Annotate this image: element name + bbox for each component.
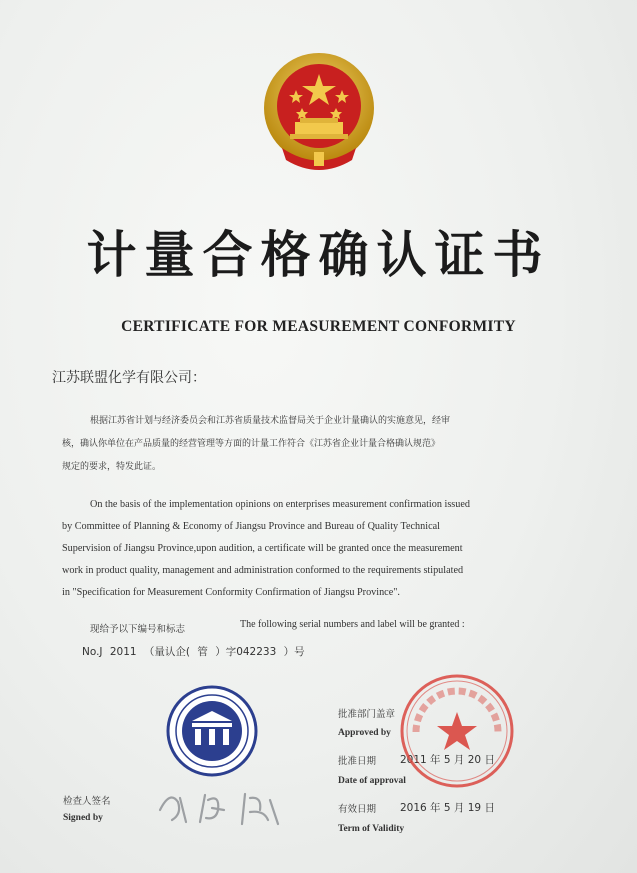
certificate-title-en: CERTIFICATE FOR MEASUREMENT CONFORMITY [121,318,516,335]
grant-text-en: The following serial numbers and label will be granted : [240,619,465,630]
approved-by-label-en: Approved by [338,728,391,738]
body-en-line: in "Specification for Measurement Conformity Confirmation of Jiangsu Province". [62,587,400,598]
body-en-line: by Committee of Planning & Economy of Jiangsu Province and Bureau of Quality Technical [62,521,440,532]
certificate-title-cn: 计量合格确认证书 [86,226,551,284]
approval-date-value: 2011 年 5 月 20 日 [400,754,495,766]
body-cn-line: 根据江苏省计划与经济委员会和江苏省质量技术监督局关于企业计量确认的实施意见，经审 [90,416,451,426]
validity-label-cn: 有效日期 [338,804,377,815]
body-text-cn [62,410,582,479]
validity-value: 2016 年 5 月 19 日 [400,802,495,814]
approval-date-label-cn: 批准日期 [338,756,377,767]
official-red-seal-icon [398,672,516,790]
body-en-line: On the basis of the implementation opinions on enterprises measurement confirmation issued [90,499,470,510]
handwritten-signature-icon [150,780,310,830]
body-en-line: Supervision of Jiangsu Province,upon audition, a certificate will be granted once the measurement [62,543,463,554]
signed-by-label-cn: 检查人签名 [63,796,111,807]
serial-number: No.J 2011 （量认企( 管 ）字042233 ）号 [82,646,305,658]
body-en-line: work in product quality, management and administration conformed to the requirements stipulated [62,565,464,576]
recipient-name: 江苏联盟化学有限公司： [52,370,206,386]
body-text-en [62,494,582,604]
national-emblem-icon [262,48,377,178]
approval-date-label-en: Date of approval [338,776,406,786]
body-cn-line: 核，确认你单位在产品质量的经营管理等方面的计量工作符合《江苏省企业计量合格确认规范》 [62,439,441,449]
grant-text-cn: 现给予以下编号和标志 [90,624,186,635]
signed-by-label-en: Signed by [63,813,103,823]
validity-label-en: Term of Validity [338,824,405,834]
body-cn-line: 规定的要求，特发此证。 [62,462,162,472]
measurement-logo-icon [166,685,258,777]
approved-by-label-cn: 批准部门盖章 [338,709,396,720]
